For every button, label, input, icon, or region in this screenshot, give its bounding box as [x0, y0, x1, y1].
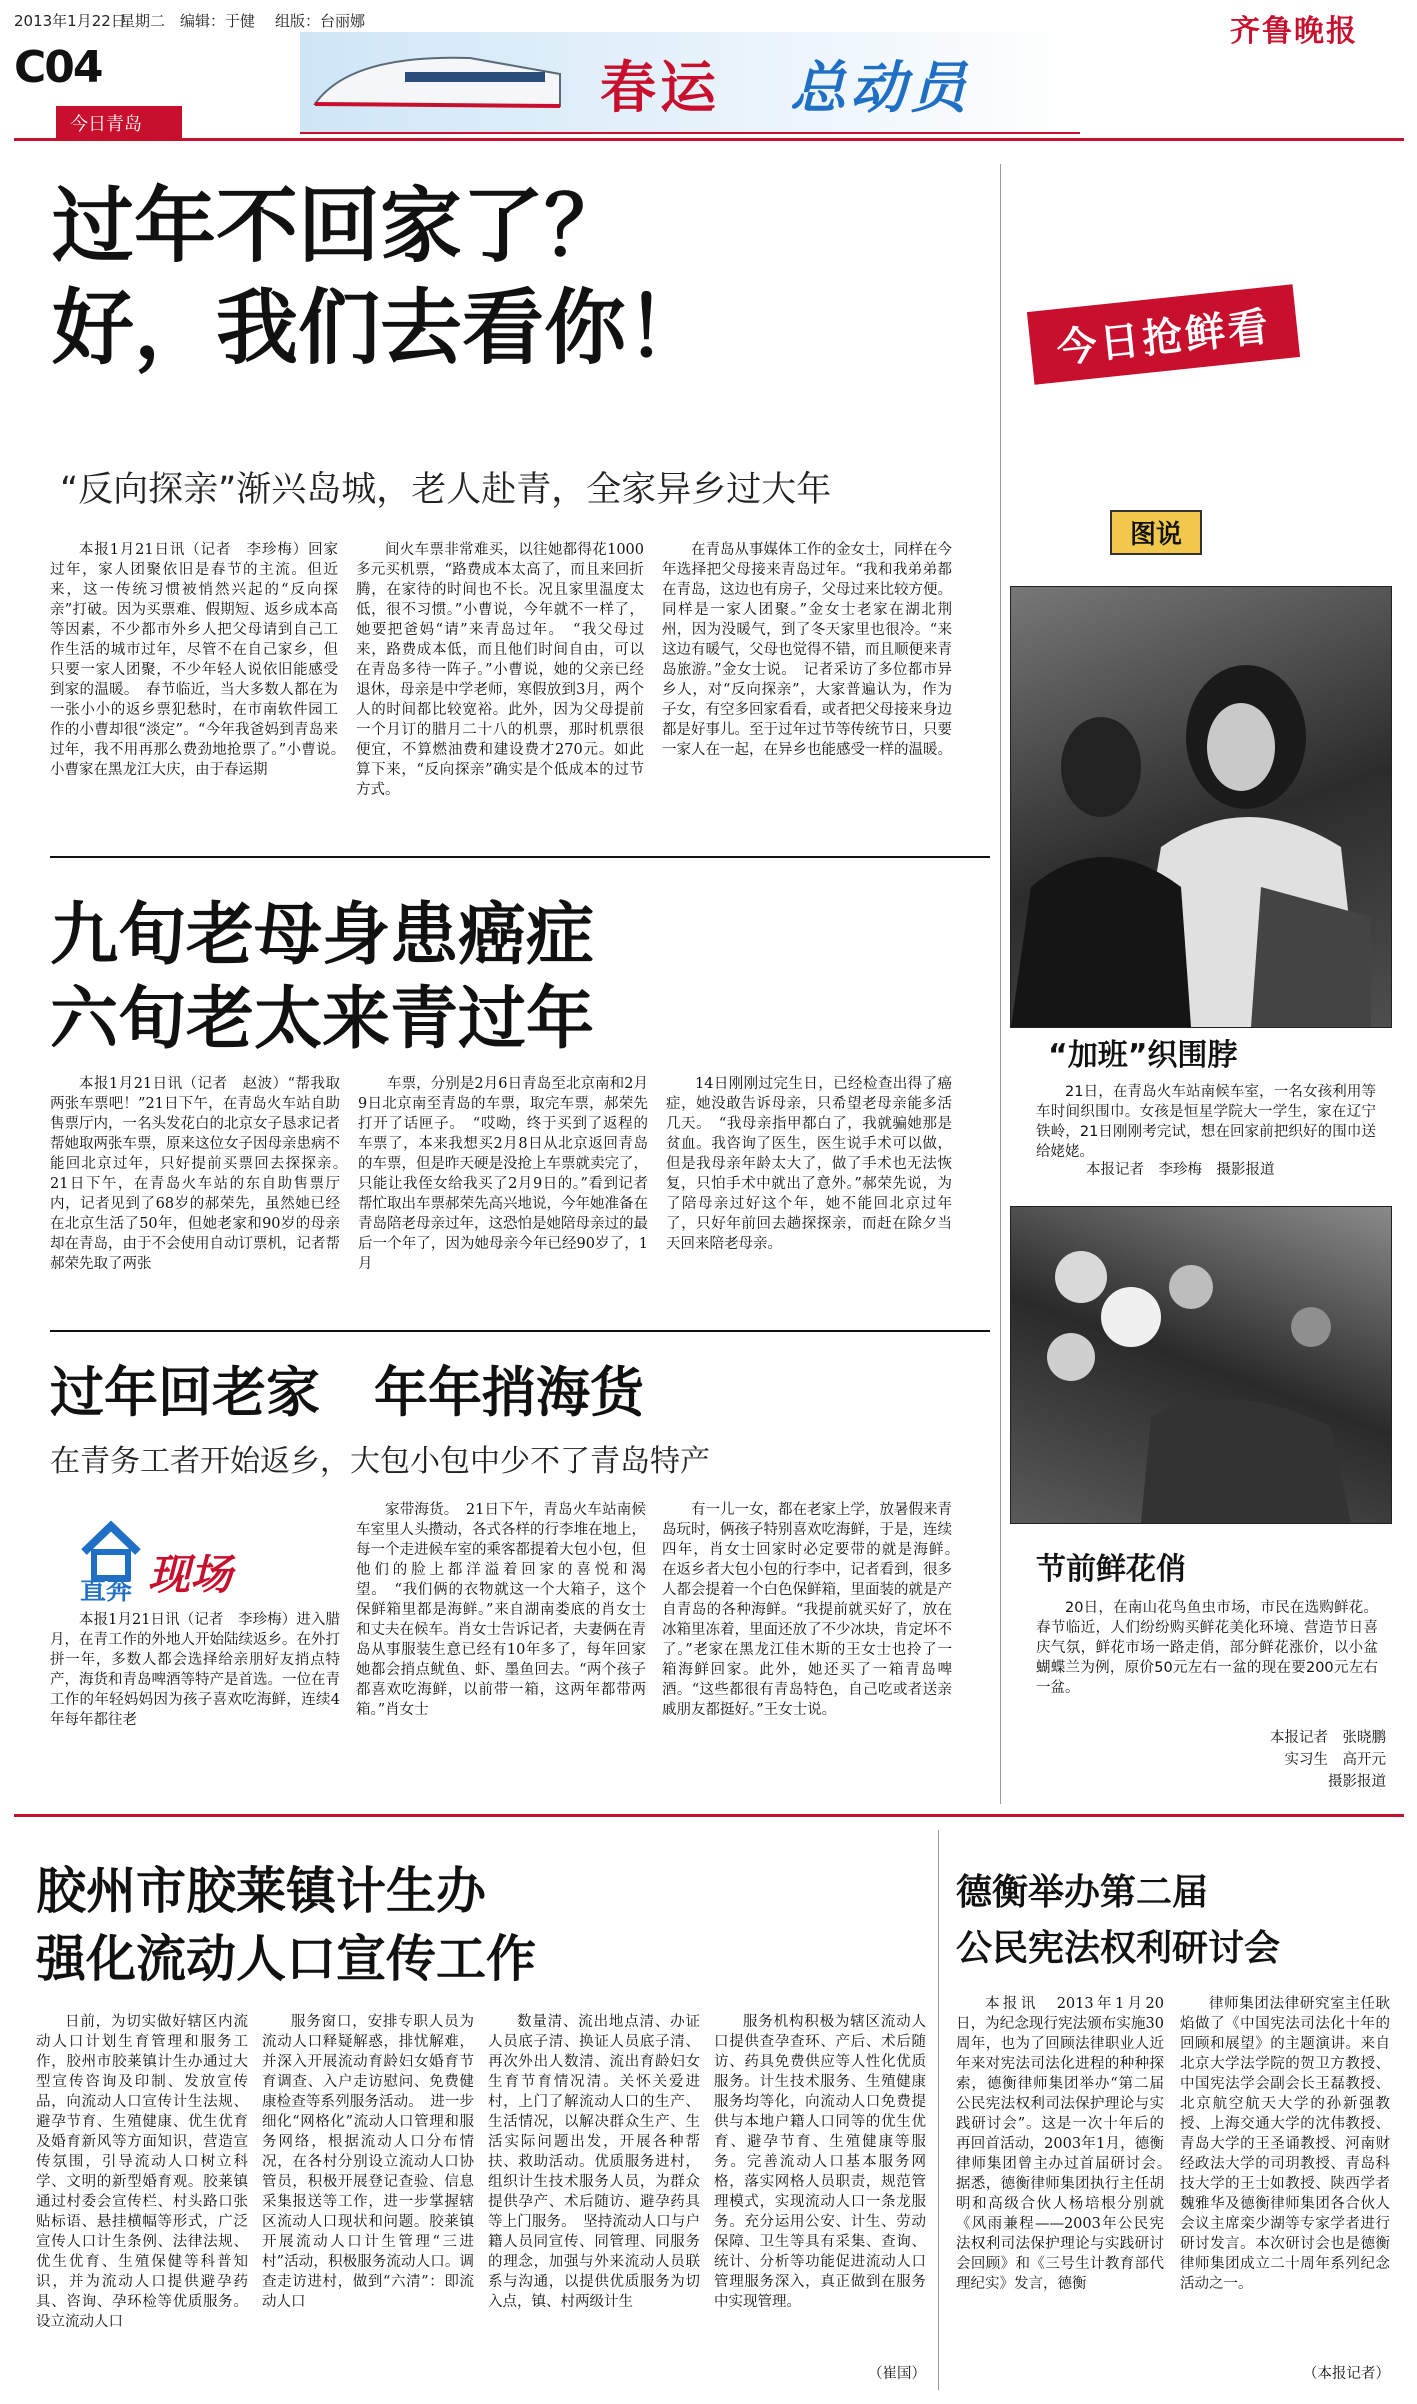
story1-divider — [50, 856, 990, 858]
photo-caption-badge: 图说 — [1110, 510, 1202, 555]
story4-column-3: 数量清、流出地点清、办证人员底子清、换证人员底子清、再次外出人数清、流出育龄妇女生育节育情况清。关怀关爱进村，上门了解流动人口的生产、生活情况，以解决群众生产、生活实际问题出发，开展各种帮扶、救助活动。优质服务进村，组织计生技术服务人员，为群众提供孕产、术后随访、避孕药具等上门服务。 坚持流动人口与户籍人员同宣传、同管理、同服务的理念，加强与外来流动人员联系与沟通，以提供优质服务为切入点，镇、村两级计生 — [488, 2014, 700, 2310]
train-icon — [310, 44, 570, 124]
flowers-photo-icon — [1011, 1207, 1391, 1523]
column-divider-vertical — [1000, 164, 1001, 1804]
story3-headline: 过年回老家 年年捎海货 — [50, 1361, 644, 1424]
banner-title-b: 总动员 — [790, 56, 970, 121]
story5-byline: （本报记者） — [1303, 2366, 1390, 2382]
story2-column-1: 本报1月21日讯（记者 赵波）“帮我取两张车票吧！”21日下午，在青岛火车站自助售票厅内，一名头发花白的北京女子恳求记者帮她取两张车票，原来这位女子因母亲患病不能回北京过年，只好提前买票回去探探亲。 21日下午，在青岛火车站的东自助售票厅内，记者见到了68岁的郝荣先，虽然她已经在北京生活了50年，但她老家和90岁的母亲却在青岛，由于不会使用自动订票机，记者帮郝荣先取了两张 — [50, 1076, 355, 1272]
story3-column-1: 本报1月21日讯（记者 李珍梅）进入腊月，在青工作的外地人开始陆续返乡。在外打拼一年，多数人都会选择给亲朋好友捎点特产，海货和青岛啤酒等特产是首选。一位在青工作的年轻妈妈因为孩子喜欢吃海鲜，连续4年每年都往老 — [50, 1612, 340, 1728]
caption2-credit-2: 实习生 高开元 — [1284, 1752, 1386, 1768]
story1-column-3: 在青岛从事媒体工作的金女士，同样在今年选择把父母接来青岛过年。“我和我弟弟都在青岛，这边也有房子，父母过来比较方便。同样是一家人团聚。”金女士老家在湖北荆州，因为没暖气，到了冬天家里也很冷。“来这边有暖气，父母也觉得不错，而且顺便来青岛旅游。”金女士说。 记者采访了多位都市异乡人，对“反向探亲”，大家普遍认为，作为子女，有空多回家看看，或者把父母接来身边都是好事儿。至于过年过节等传统节日，只要一家人在一起，在异乡也能感受一样的温暖。 — [662, 542, 952, 758]
story1-subheadline: “反向探亲”渐兴岛城，老人赴青，全家异乡过大年 — [60, 470, 832, 510]
story2-column-2: 车票，分别是2月6日青岛至北京南和2月9日北京南至青岛的车票，取完车票，郝荣先打开了话匣子。 “哎呦，终于买到了返程的车票了，本来我想买2月8日从北京返回青岛的车票，但是昨天硬是没抢上车票就卖完了，只能让我侄女给我买了2月9日的。”看到记者帮忙取出车票郝荣先高兴地说，今年她准备在青岛陪老母亲过年，这恐怕是她陪母亲过的最后一个年了，因为她母亲今年已经90岁了，1月 — [358, 1076, 648, 1272]
story5-headline-1: 德衡举办第二届 — [956, 1872, 1209, 1913]
story2-headline-2: 六旬老太来青过年 — [50, 980, 595, 1059]
section-tag: 今日青岛 — [56, 106, 182, 140]
caption1-text: 21日，在青岛火车站南候车室，一名女孩利用等车时间织围巾。女孩是恒星学院大一学生，家在辽宁铁岭，21日刚刚考完试，想在回家前把织好的围巾送给姥姥。 — [1036, 1084, 1376, 1160]
fresh-look-banner — [1010, 278, 1390, 378]
story5-column-1: 本报讯 2013年1月20日，为纪念现行宪法颁布实施30周年，也为了回顾法律职业人近年来对宪法司法化进程的种种探索，德衡律师集团举办“第二届公民宪法权利司法保护理论与实践研讨会”。这是一次十年后的再回首活动，2003年1月，德衡律师集团曾主办过首届研讨会。 据悉，德衡律师集团执行主任胡明和高级合伙人杨培根分别就《风雨兼程——2003年公民宪法权利司法保护理论与实践研讨会回顾》和《三号生计教育部代理纪实》发言，德衡 — [956, 1996, 1179, 2292]
designer-credit: 组版：台丽娜 — [275, 12, 366, 30]
story1-headline-2: 好，我们去看你！ — [52, 281, 709, 376]
knitting-photo-icon — [1011, 587, 1391, 1027]
caption1-title: “加班”织围脖 — [1048, 1038, 1238, 1073]
story3-subheadline: 在青务工者开始返乡，大包小包中少不了青岛特产 — [50, 1444, 710, 1479]
photo-flowers — [1010, 1206, 1392, 1524]
banner-title-a: 春运 — [600, 56, 720, 121]
on-scene-logo — [76, 1520, 286, 1606]
story1-headline-1: 过年不回家了？ — [52, 179, 627, 274]
photo-knitting — [1010, 586, 1392, 1028]
caption1-credit: 本报记者 李珍梅 摄影报道 — [1086, 1162, 1275, 1178]
lower-section-rule — [14, 1814, 1404, 1817]
story4-byline: （崔国） — [868, 2366, 926, 2382]
story4-headline-1: 胶州市胶莱镇计生办 — [36, 1862, 486, 1920]
story5-column-2: 律师集团法律研究室主任耿焰做了《中国宪法司法化十年的回顾和展望》的主题演讲。来自北京大学法学院的贺卫方教授、中国宪法学会副会长王磊教授、北京航空航天大学的孙新强教授、上海交通大学的沈伟教授、青岛大学的王圣诵教授、河南财经政法大学的司玥教授、青岛科技大学的王士如教授、陕西学者魏雅华及德衡律师集团各合伙人会议主席栾少湖等专家学者进行研讨发言。本次研讨会也是德衡律师集团成立二十周年系列纪念活动之一。 — [1180, 1996, 1390, 2292]
page-number: C04 — [14, 42, 102, 93]
story4-column-2: 服务窗口，安排专职人员为流动人口释疑解惑，排忧解难，并深入开展流动育龄妇女婚育节育调查、入户走访慰问、免费健康检查等系列服务活动。 进一步细化“网格化”流动人口管理和服务网络，根据流动人口分布情况，在各村分别设立流动人口协管员，积极开展登记查验、信息采集报送等工作，进一步掌握辖区流动人口现状和问题。胶莱镇开展流动人口计生管理“三进村”活动，积极服务流动人口。调查走访进村，做到“六清”：即流动人口 — [262, 2014, 474, 2310]
on-scene-logo-b: 现场 — [148, 1550, 233, 1599]
story4-headline-2: 强化流动人口宣传工作 — [36, 1930, 536, 1988]
story2-column-3: 14日刚刚过完生日，已经检查出得了癌症，她没敢告诉母亲，只希望老母亲能多活几天。 “我母亲指甲都白了，我就骗她那是贫血。我咨询了医生，医生说手术可以做，但是我母亲年龄太大了，做了手术也无法恢复，只怕手术中就出了意外。”郝荣先说，为了陪母亲过好这个年，她不能回北京过年了，只好年前回去趟探探亲，而赶在除夕当天回来陪老母亲。 — [666, 1076, 952, 1252]
story2-divider — [50, 1330, 990, 1332]
newspaper-logo: 齐鲁晚报 — [1230, 14, 1358, 49]
story2-headline-1: 九旬老母身患癌症 — [50, 896, 595, 975]
caption2-title: 节前鲜花俏 — [1036, 1552, 1186, 1587]
story5-headline-2: 公民宪法权利研讨会 — [956, 1928, 1281, 1969]
story3-column-2: 家带海货。 21日下午，青岛火车站南候车室里人头攒动，各式各样的行李堆在地上，每一个走进候车室的乘客都提着大包小包，但他们的脸上都洋溢着回家的喜悦和渴望。 “我们俩的衣物就这一个大箱子，这个保鲜箱里都是海鲜。”来自湖南娄底的肖女士和丈夫在候车。肖女士告诉记者，夫妻俩在青岛从事服装生意已经有10年多了，每年回家她都会捎点鱿鱼、虾、墨鱼回去。“两个孩子都喜欢吃海鲜，以前带一箱，这两年都带两箱。”肖女士 — [356, 1502, 646, 1718]
header-rule — [14, 138, 1404, 141]
caption2-credit-1: 本报记者 张晓鹏 — [1270, 1730, 1386, 1746]
on-scene-logo-a: 直奔 — [80, 1576, 133, 1606]
spring-festival-banner — [300, 32, 1080, 134]
story4-column-4: 服务机构积极为辖区流动人口提供查孕查环、产后、术后随访、药具免费供应等人性化优质服务。计生技术服务、生殖健康服务均等化，向流动人口免费提供与本地户籍人口同等的优生优育、避孕节育、生殖健康等服务。完善流动人口基本服务网格，落实网格人员职责，规范管理模式，实现流动人口一条龙服务。充分运用公安、计生、劳动保障、卫生等具有采集、查询、统计、分析等功能促进流动人口管理服务深入，真正做到在服务中实现管理。 — [714, 2014, 926, 2310]
story1-column-1: 本报1月21日讯（记者 李珍梅）回家过年，家人团聚依旧是春节的主流。但近来，这一传统习惯被悄然兴起的“反向探亲”打破。因为买票难、假期短、返乡成本高等因素，不少都市外乡人把父母请到自己工作生活的城市过年，尽管不在自己家乡，但只要一家人团聚，不少年轻人说依旧能感受到家的温暖。 春节临近，当大多数人都在为一张小小的返乡票犯愁时，在市南软件园工作的小曹却很“淡定”。“今年我爸妈到青岛来过年，我不用再那么费劲地抢票了。”小曹说。 小曹家在黑龙江大庆，由于春运期 — [50, 542, 353, 778]
issue-weekday: 星期二 — [120, 12, 166, 30]
editor-credit: 编辑：于健 — [180, 12, 256, 30]
bottom-column-divider — [938, 1830, 939, 2390]
fresh-look-label: 今日抢鲜看 — [1027, 284, 1300, 385]
caption2-credit-3: 摄影报道 — [1328, 1774, 1386, 1790]
issue-date: 2013年1月22日 — [14, 12, 126, 30]
story1-column-2: 间火车票非常难买，以往她都得花1000多元买机票，“路费成本太高了，而且来回折腾，在家待的时间也不长。况且家里温度太低，很不习惯。”小曹说，今年就不一样了，她要把爸妈“请”来青岛过年。 “我父母过来，路费成本低，而且他们时间自由，可以在青岛多待一阵子。”小曹说，她的父亲已经退休，母亲是中学老师，寒假放到3月，两个人的时间都比较宽裕。此外，因为父母提前一个月订的腊月二十八的机票，那时机票很便宜，不算燃油费和建设费才270元。如此算下来，“反向探亲”确实是个低成本的过节方式。 — [356, 542, 644, 798]
story3-column-3: 有一儿一女，都在老家上学，放暑假来青岛玩时，俩孩子特别喜欢吃海鲜，于是，连续四年，肖女士回家时必定要带的就是海鲜。 在返乡者大包小包的行李中，记者看到，很多人都会提着一个白色保鲜箱，里面装的就是产自青岛的各种海鲜。“我提前就买好了，放在冰箱里冻着，里面还放了不少冰块，肯定坏不了。”老家在黑龙江佳木斯的王女士也拎了一箱海鲜回家。此外，她还买了一箱青岛啤酒。“这些都很有青岛特色，自己吃或者送亲戚朋友都挺好。”王女士说。 — [662, 1502, 967, 1718]
caption2-text: 20日，在南山花鸟鱼虫市场，市民在选购鲜花。春节临近，人们纷纷购买鲜花美化环境、营造节日喜庆气氛，鲜花市场一路走俏，部分鲜花涨价，以小盆蝴蝶兰为例，原价50元左右一盆的现在要200元左右一盆。 — [1036, 1600, 1378, 1696]
story4-column-1: 日前，为切实做好辖区内流动人口计划生育管理和服务工作，胶州市胶莱镇计生办通过大型宣传咨询及印制、发放宣传品，向流动人口宣传计生法规、避孕节育、生殖健康、优生优育及婚育新风等方面知识，营造宣传氛围，引导流动人口树立科学、文明的新型婚育观。胶莱镇通过村委会宣传栏、村头路口张贴标语、悬挂横幅等形式，广泛宣传人口计生条例、法律法规、优生优育、生殖保健等科普知识，并为流动人口提供避孕药具、咨询、孕环检等优质服务。设立流动人口 — [36, 2014, 248, 2330]
